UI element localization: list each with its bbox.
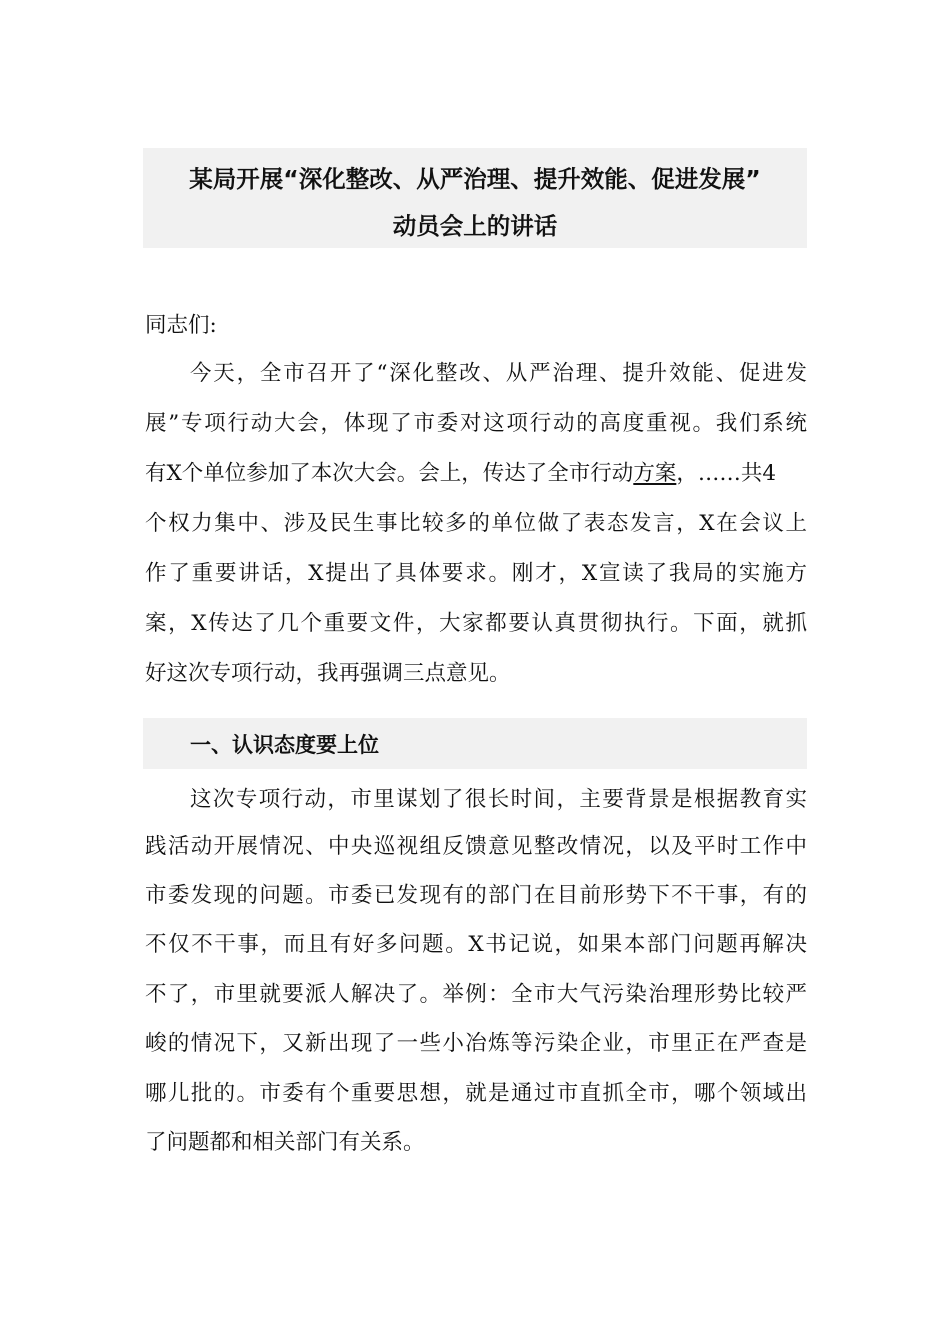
paragraph-line: 案，X传达了几个重要文件，大家都要认真贯彻执行。下面，就抓 [145,611,807,636]
paragraph-line: 践活动开展情况、中央巡视组反馈意见整改情况，以及平时工作中 [145,834,807,859]
plan-link[interactable]: 方案 [633,461,677,486]
title-line-1: 某局开展“深化整改、从严治理、提升效能、促进发展” [189,165,761,193]
section-heading: 一、认识态度要上位 [190,733,379,757]
paragraph-line: 个权力集中、涉及民生事比较多的单位做了表态发言，X在会议上 [145,511,807,536]
paragraph-line: 峻的情况下，又新出现了一些小冶炼等污染企业，市里正在严查是 [145,1031,807,1056]
paragraph-line: 了问题都和相关部门有关系。 [145,1130,425,1155]
paragraph-text: 有X个单位参加了本次大会。会上，传达了全市行动 [145,461,634,486]
paragraph-line: 展”专项行动大会，体现了市委对这项行动的高度重视。我们系统 [145,411,807,436]
title-line-2: 动员会上的讲话 [392,212,558,240]
paragraph-line: 市委发现的问题。市委已发现有的部门在目前形势下不干事，有的 [145,883,807,908]
paragraph-line: 不仅不干事，而且有好多问题。X书记说，如果本部门问题再解决 [145,932,807,957]
paragraph-line: 今天，全市召开了“深化整改、从严治理、提升效能、促进发 [190,361,807,386]
paragraph-line: 好这次专项行动，我再强调三点意见。 [145,661,511,686]
paragraph-line: 这次专项行动，市里谋划了很长时间，主要背景是根据教育实 [190,787,807,812]
salutation: 同志们: [145,313,217,338]
paragraph-line: 哪儿批的。市委有个重要思想，就是通过市直抓全市，哪个领域出 [145,1081,807,1106]
paragraph-text: ，……共4 [676,461,777,486]
paragraph-line: 不了，市里就要派人解决了。举例：全市大气污染治理形势比较严 [145,982,807,1007]
document-title [143,148,807,248]
paragraph-line-with-link [145,459,807,489]
paragraph-line: 作了重要讲话，X提出了具体要求。刚才，X宣读了我局的实施方 [145,561,807,586]
